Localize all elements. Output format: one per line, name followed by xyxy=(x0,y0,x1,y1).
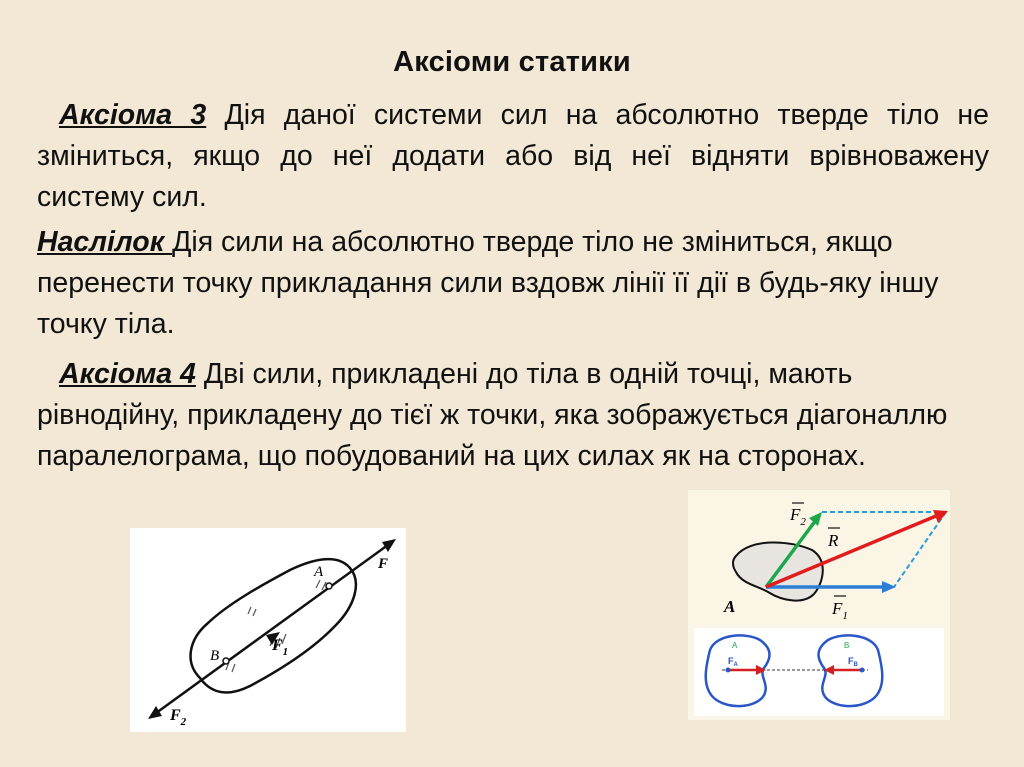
rigid-body-outline xyxy=(191,559,356,692)
label-FB: $F_B$ xyxy=(848,656,858,668)
axiom-3-text: Дія даної системи сил на абсолютно тверде тіло не зміниться, якщо до неї додати або від неї відняти врівноважену систему сил. xyxy=(37,99,990,213)
label-B: B xyxy=(210,648,220,664)
force-F1-arrowhead xyxy=(882,581,896,593)
point-B xyxy=(223,658,229,664)
figure-parallelogram xyxy=(688,490,950,720)
label-FA: $F_A$ xyxy=(728,656,738,668)
point-A xyxy=(326,583,332,589)
parallelogram-diagram xyxy=(688,490,950,720)
point-B-lower xyxy=(860,668,865,673)
label-F: F xyxy=(378,556,389,572)
point-A-lower xyxy=(726,668,731,673)
force-F-arrowhead xyxy=(382,539,396,552)
line-of-action xyxy=(152,542,392,716)
figure-force-transfer xyxy=(130,528,406,732)
label-F2: $F_2$ xyxy=(790,505,806,528)
force-transfer-diagram xyxy=(130,528,406,732)
label-F1: $F_1$ xyxy=(272,637,289,658)
corollary-text: Дія сили на абсолютно тверде тіло не зміниться, якщо перенести точку прикладання сили вздовж лінії її дії в будь-яку іншу точку тіла. xyxy=(37,226,939,340)
axiom-4-text: Дві сили, прикладені до тіла в одній точці, мають рівнодійну, прикладену до тієї ж точки, яка зображується діагоналлю паралелограма, що побудований на цих силах як на сторонах. xyxy=(37,358,948,472)
label-F2: $F_2$ xyxy=(170,707,187,728)
label-B-lower: B xyxy=(844,641,850,650)
label-A: A xyxy=(724,597,736,616)
axiom-3-lead: Аксіома 3 xyxy=(59,99,207,131)
label-F1: $F_1$ xyxy=(832,599,848,622)
corollary-paragraph xyxy=(37,222,989,345)
axiom-4-paragraph xyxy=(37,354,987,477)
corollary-lead: Наслілок xyxy=(37,226,173,258)
force-F2-arrowhead xyxy=(148,706,162,719)
label-A-lower: A xyxy=(732,641,738,650)
slide-title: Аксіоми статики xyxy=(393,46,631,78)
label-A: A xyxy=(314,564,324,580)
axiom-3-paragraph xyxy=(37,95,989,218)
axiom-4-lead: Аксіома 4 xyxy=(59,358,196,390)
label-R: R xyxy=(828,531,839,550)
